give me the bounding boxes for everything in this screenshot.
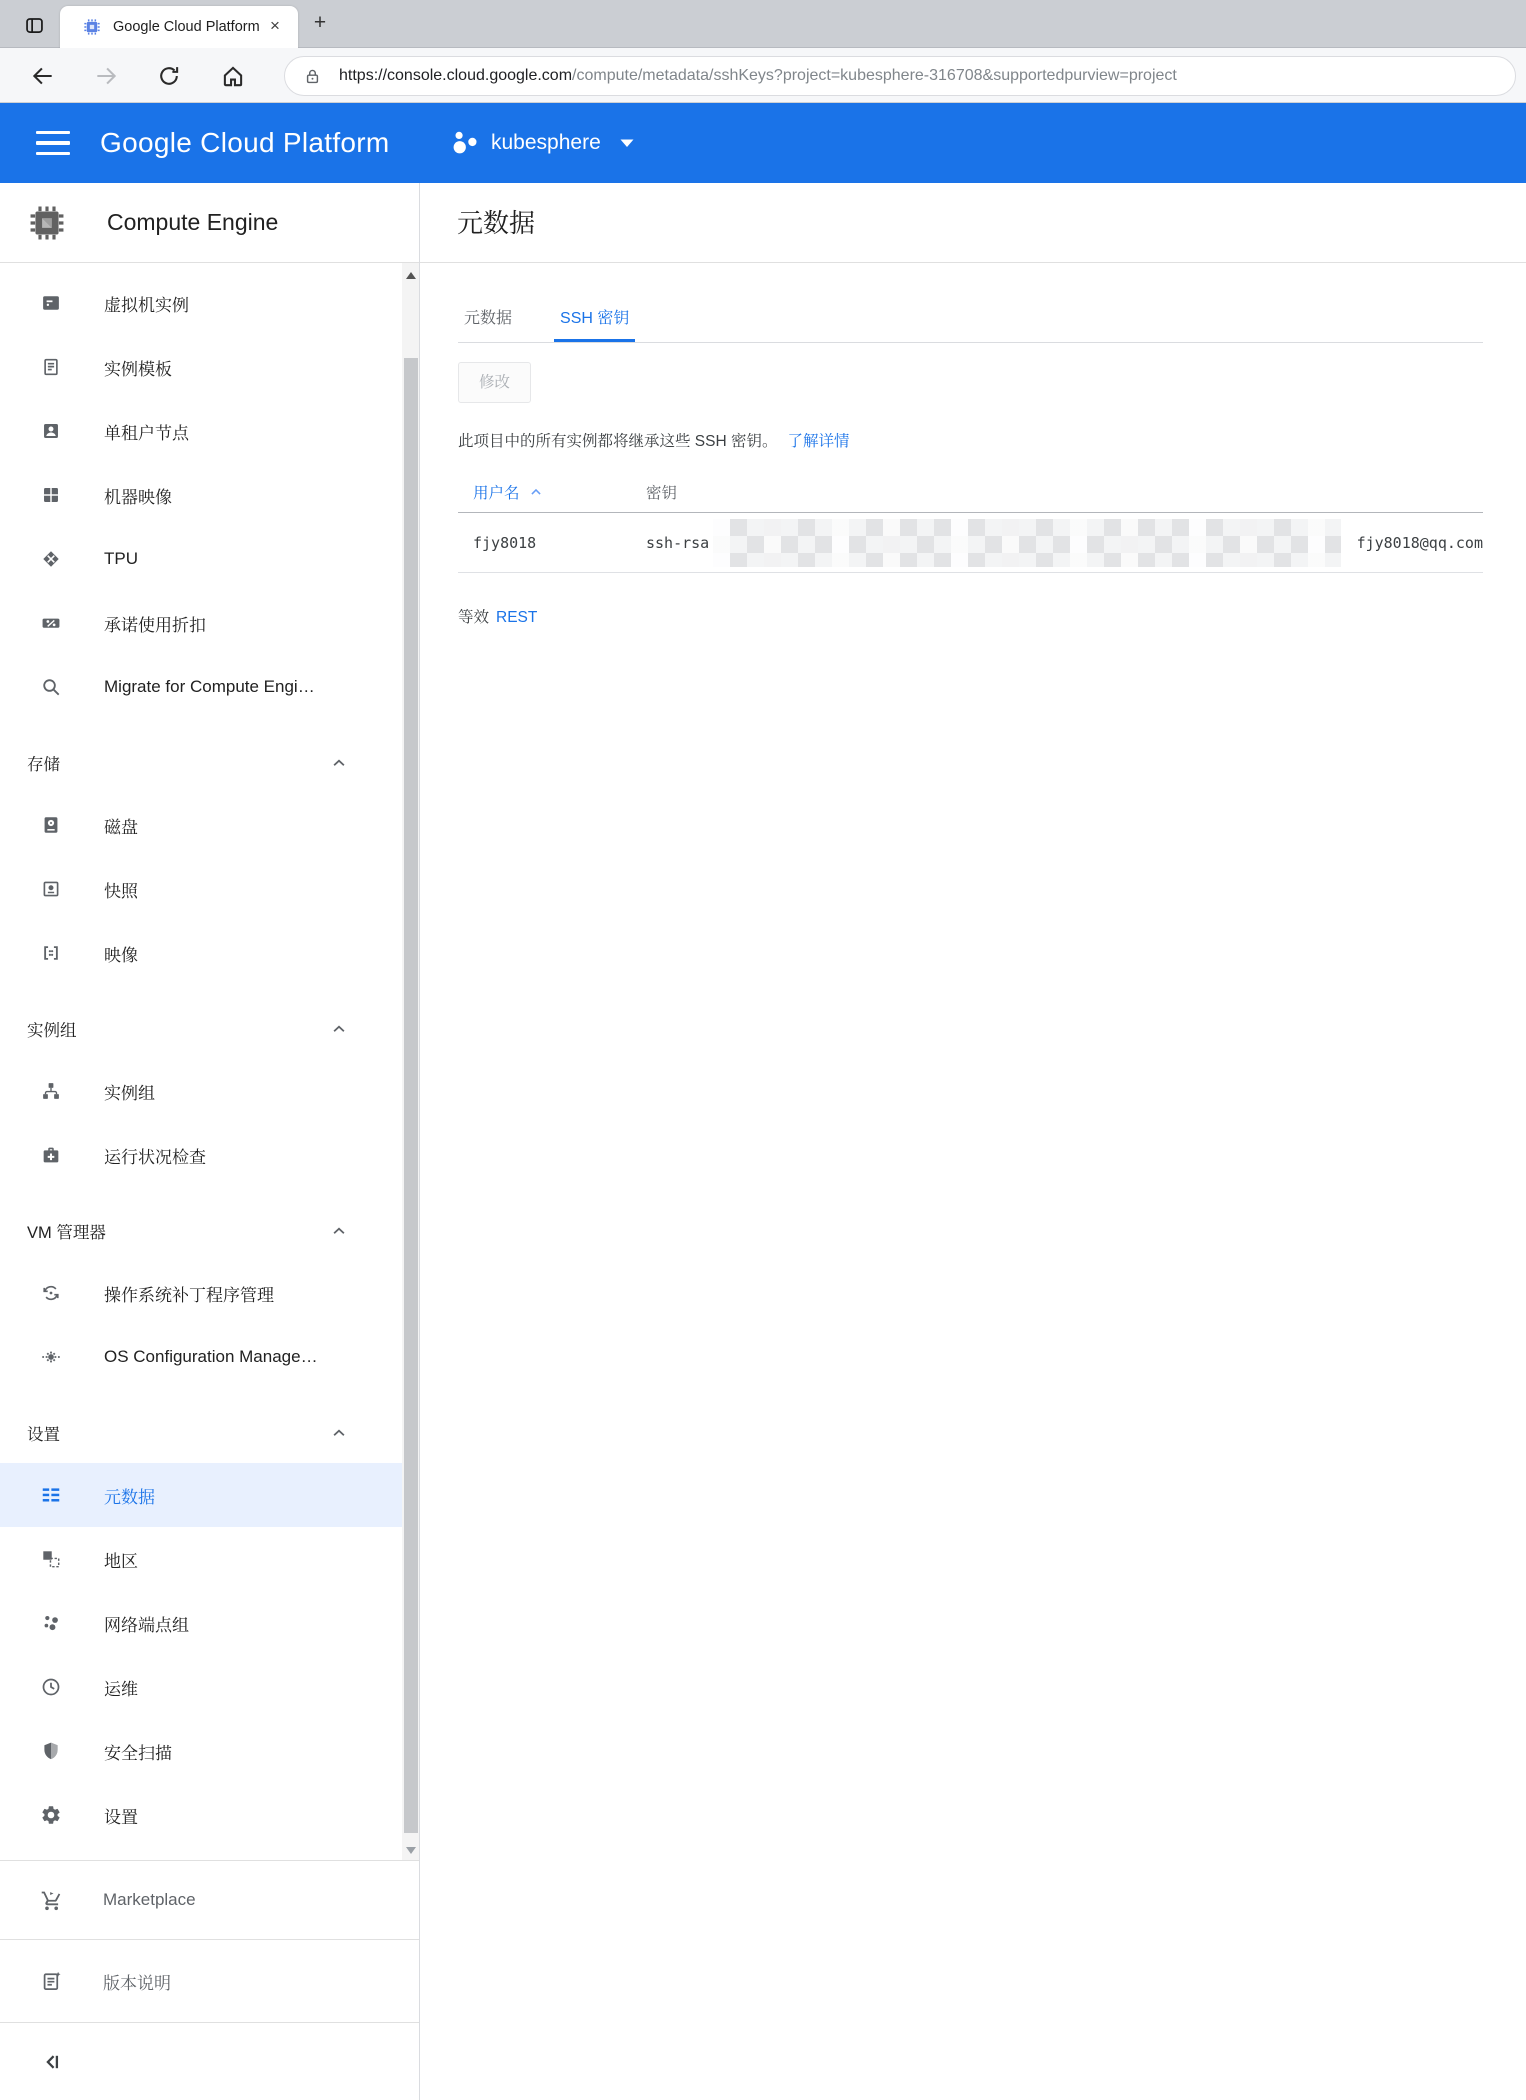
sidebar-item-metadata[interactable]: 元数据: [0, 1463, 402, 1527]
hamburger-icon[interactable]: [36, 131, 70, 155]
sidebar-item-snapshots[interactable]: 快照: [0, 857, 402, 921]
clock-icon: [40, 1676, 62, 1698]
sidebar-item-migrate-for-compute-engine[interactable]: Migrate for Compute Engi…: [0, 655, 402, 719]
compute-engine-icon: [26, 202, 68, 244]
sidebar-item-images[interactable]: 映像: [0, 921, 402, 985]
vm-instances-icon: [40, 292, 62, 314]
search-icon: [40, 676, 62, 698]
home-icon[interactable]: [220, 63, 246, 89]
column-header-key: 密钥: [646, 484, 678, 502]
new-tab-button[interactable]: +: [313, 11, 327, 34]
refresh-icon[interactable]: [156, 63, 182, 89]
description-text: 此项目中的所有实例都将继承这些 SSH 密钥。 了解详情: [458, 433, 850, 450]
vertical-tabs-icon: [24, 15, 45, 36]
learn-more-link[interactable]: 了解详情: [787, 433, 850, 450]
discount-icon: [40, 612, 62, 634]
close-tab-icon[interactable]: ×: [270, 16, 280, 35]
sidebar-item-sole-tenant-nodes[interactable]: 单租户节点: [0, 399, 402, 463]
sidebar-section-storage[interactable]: 存储: [0, 719, 402, 793]
sidebar-item-marketplace[interactable]: Marketplace: [0, 1860, 419, 1939]
gcp-chip-icon: [82, 17, 102, 37]
sidebar-scrollbar[interactable]: [402, 263, 419, 1860]
lock-icon: [303, 67, 322, 86]
product-header: [0, 183, 419, 263]
collapse-sidebar-button[interactable]: [0, 2022, 419, 2100]
content-tabs: [458, 293, 1483, 343]
sidebar-item-os-patch-management[interactable]: 操作系统补丁程序管理: [0, 1261, 402, 1325]
main-content: [420, 183, 1526, 2100]
chevron-up-icon: [330, 1020, 348, 1038]
release-notes-icon: [40, 1970, 63, 1993]
chevron-down-icon: [615, 131, 639, 155]
gear-icon: [40, 1804, 62, 1826]
table-row: [458, 513, 1483, 573]
page-title: 元数据: [420, 183, 1526, 263]
table-header-row: [458, 471, 1483, 513]
product-name: Compute Engine: [107, 209, 279, 235]
machine-images-icon: [40, 484, 62, 506]
scrollbar-thumb[interactable]: [404, 358, 418, 1833]
sidebar-item-instance-templates[interactable]: 实例模板: [0, 335, 402, 399]
chevron-up-icon: [330, 1222, 348, 1240]
key-cell: [646, 519, 1483, 567]
project-switcher[interactable]: [450, 103, 639, 183]
sidebar: [0, 183, 420, 2100]
network-endpoint-groups-icon: [40, 1612, 62, 1634]
project-name: kubesphere: [491, 131, 601, 154]
sole-tenant-nodes-icon: [40, 420, 62, 442]
browser-toolbar: [0, 48, 1526, 103]
sort-asc-icon: [529, 485, 543, 499]
url-path: /compute/metadata/sshKeys?project=kubesphere-316708&supportedpurview=project: [572, 67, 1177, 84]
url-text: [339, 67, 1177, 85]
chevron-up-icon: [330, 1424, 348, 1442]
zones-icon: [40, 1548, 62, 1570]
key-prefix: ssh-rsa: [646, 533, 710, 552]
tab-ssh-keys[interactable]: SSH 密钥: [554, 293, 635, 342]
gcp-header: [0, 103, 1526, 183]
forward-icon[interactable]: [93, 63, 119, 89]
edit-button[interactable]: 修改: [458, 362, 531, 403]
sidebar-item-instance-groups[interactable]: 实例组: [0, 1059, 402, 1123]
patch-management-icon: [40, 1282, 62, 1304]
instance-templates-icon: [40, 356, 62, 378]
project-cluster-icon: [450, 127, 482, 159]
gcp-brand[interactable]: Google Cloud Platform: [100, 127, 390, 158]
disk-icon: [40, 814, 62, 836]
rest-link[interactable]: REST: [496, 609, 538, 626]
browser-tab-strip: [0, 0, 1526, 48]
sidebar-item-committed-use-discounts[interactable]: 承诺使用折扣: [0, 591, 402, 655]
tpu-icon: [40, 548, 62, 570]
sidebar-item-machine-images[interactable]: 机器映像: [0, 463, 402, 527]
sidebar-item-os-configuration-management[interactable]: OS Configuration Manage…: [0, 1325, 402, 1389]
equivalent-rest-line: 等效 REST: [458, 609, 538, 626]
chevron-up-icon: [330, 754, 348, 772]
sidebar-item-settings[interactable]: 设置: [0, 1783, 402, 1847]
sidebar-item-release-notes[interactable]: 版本说明: [0, 1939, 419, 2022]
sidebar-section-instance-groups[interactable]: 实例组: [0, 985, 402, 1059]
sidebar-item-vm-instances[interactable]: 虚拟机实例: [0, 271, 402, 335]
sidebar-menu: [0, 263, 402, 1860]
sidebar-item-network-endpoint-groups[interactable]: 网络端点组: [0, 1591, 402, 1655]
url-domain: https://console.cloud.google.com: [339, 67, 573, 84]
os-config-icon: [40, 1346, 62, 1368]
scroll-down-icon[interactable]: [406, 1847, 416, 1854]
sidebar-section-vm-manager[interactable]: VM 管理器: [0, 1187, 402, 1261]
browser-tab-title: Google Cloud Platform: [113, 19, 260, 35]
browser-tab[interactable]: [60, 6, 298, 48]
tab-metadata[interactable]: 元数据: [464, 309, 513, 327]
tab-actions-button[interactable]: [18, 9, 50, 41]
health-check-icon: [40, 1144, 62, 1166]
instance-groups-icon: [40, 1080, 62, 1102]
images-icon: [40, 942, 62, 964]
sidebar-section-settings[interactable]: 设置: [0, 1389, 402, 1463]
column-header-username[interactable]: 用户名: [458, 481, 646, 503]
scroll-up-icon[interactable]: [406, 272, 416, 279]
snapshot-icon: [40, 878, 62, 900]
sidebar-item-security-scans[interactable]: 安全扫描: [0, 1719, 402, 1783]
metadata-list-icon: [40, 1484, 62, 1506]
key-comment: fjy8018@qq.com: [1356, 533, 1483, 552]
sidebar-footer: [0, 1860, 419, 2100]
collapse-sidebar-icon: [40, 2050, 64, 2074]
sidebar-item-health-checks[interactable]: 运行状况检查: [0, 1123, 402, 1187]
ssh-keys-table: [458, 471, 1483, 573]
sidebar-item-operations[interactable]: 运维: [0, 1655, 402, 1719]
sidebar-item-zones[interactable]: 地区: [0, 1527, 402, 1591]
shield-icon: [40, 1740, 62, 1762]
redacted-key-mosaic: [713, 519, 1340, 567]
cart-icon: [40, 1889, 63, 1912]
back-icon[interactable]: [30, 63, 56, 89]
sidebar-item-tpu[interactable]: TPU: [0, 527, 402, 591]
username-cell: fjy8018: [473, 533, 537, 552]
sidebar-item-disks[interactable]: 磁盘: [0, 793, 402, 857]
address-bar[interactable]: [284, 56, 1516, 96]
